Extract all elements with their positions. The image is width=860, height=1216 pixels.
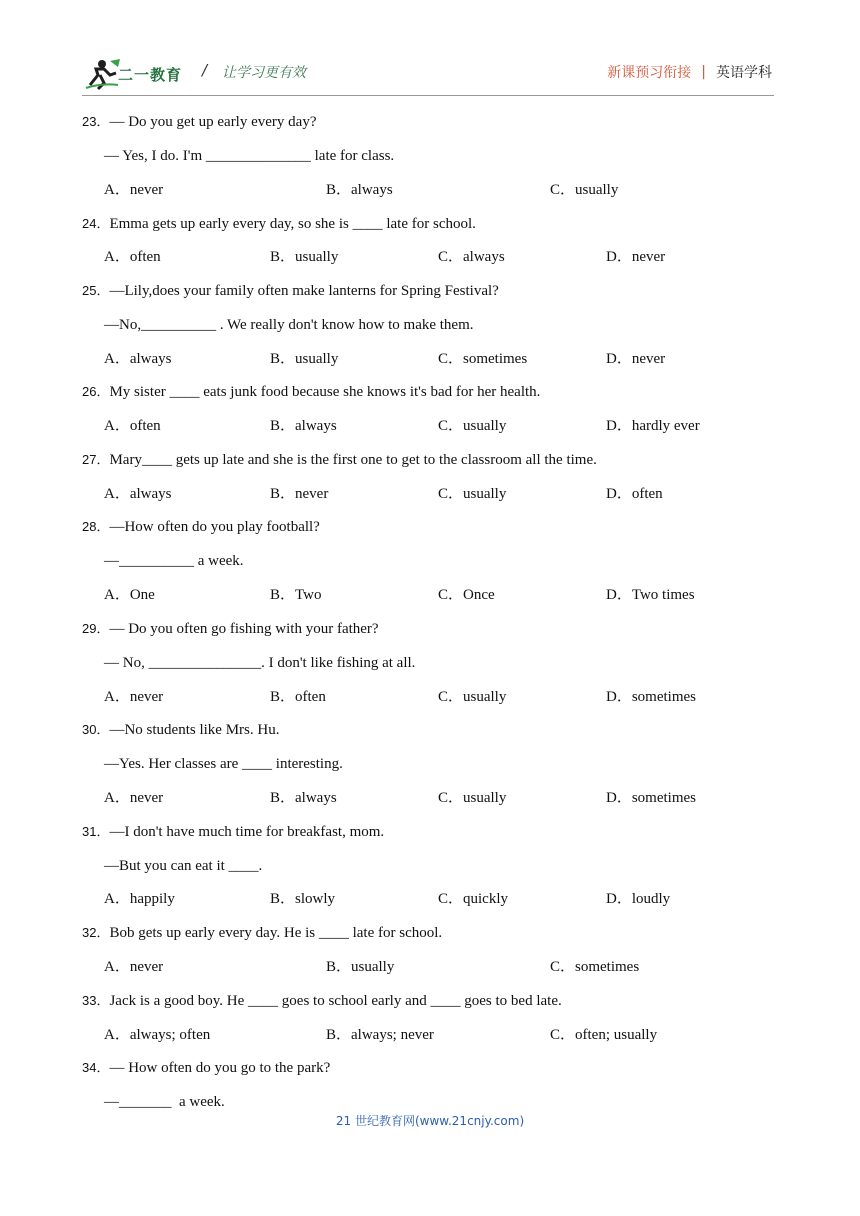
question-text: Mary____ gets up late and she is the first one to get to the classroom all the time.	[109, 452, 597, 468]
option-d: D．never	[606, 249, 666, 265]
option-a: A．happily	[104, 891, 175, 907]
question-29	[82, 620, 379, 638]
question-line: —__________ a week.	[104, 553, 244, 569]
option-c: C．always	[438, 249, 505, 265]
question-line: —No,__________ . We really don't know how to make them.	[104, 317, 474, 333]
option-c: C．quickly	[438, 891, 508, 907]
option-b: B．always	[270, 790, 337, 806]
option-b: B．usually	[270, 351, 339, 367]
footer-link[interactable]: 21 世纪教育网(www.21cnjy.com)	[335, 1114, 525, 1128]
header-separator: |	[701, 64, 706, 80]
page-header	[0, 0, 860, 100]
option-a: A．never	[104, 790, 164, 806]
question-24	[82, 215, 476, 233]
option-c: C．usually	[438, 418, 507, 434]
question-number: 25．	[82, 283, 110, 298]
option-d: D．Two times	[606, 587, 695, 603]
question-number: 32．	[82, 925, 110, 940]
option-a: A．often	[104, 418, 161, 434]
question-text: —How often do you play football?	[109, 519, 320, 535]
question-text: — Do you get up early every day?	[109, 114, 317, 130]
slogan-divider: /	[202, 61, 208, 79]
question-line: —Yes. Her classes are ____ interesting.	[104, 756, 343, 772]
option-b: B．always	[326, 182, 393, 198]
option-d: D．hardly ever	[606, 418, 700, 434]
option-c: C．usually	[550, 182, 619, 198]
option-d: D．often	[606, 486, 663, 502]
option-a: A．always	[104, 351, 172, 367]
question-number: 34．	[82, 1060, 110, 1075]
question-text: My sister ____ eats junk food because she knows it's bad for her health.	[109, 384, 541, 400]
question-number: 24．	[82, 216, 110, 231]
question-26	[82, 383, 540, 401]
option-b: B．slowly	[270, 891, 336, 907]
question-32	[82, 924, 442, 942]
question-text: — How often do you go to the park?	[109, 1060, 331, 1076]
subject-label: 英语学科	[716, 65, 772, 81]
question-number: 26．	[82, 384, 110, 399]
question-text: —Lily,does your family often make lanterns for Spring Festival?	[109, 283, 499, 299]
question-text: Bob gets up early every day. He is ____ late for school.	[109, 925, 443, 941]
option-c: C．Once	[438, 587, 495, 603]
option-a: A．always	[104, 486, 172, 502]
header-rule	[82, 95, 774, 96]
question-number: 23．	[82, 114, 110, 129]
question-text: Emma gets up early every day, so she is ____ late for school.	[109, 216, 476, 232]
option-a: A．never	[104, 689, 164, 705]
question-number: 28．	[82, 519, 110, 534]
question-number: 31．	[82, 824, 110, 839]
option-d: D．never	[606, 351, 666, 367]
question-23	[82, 113, 316, 131]
question-30	[82, 721, 279, 739]
option-c: C．usually	[438, 689, 507, 705]
option-a: A．One	[104, 587, 155, 603]
option-b: B．always	[270, 418, 337, 434]
question-line: —But you can eat it ____.	[104, 858, 263, 874]
option-b: B．usually	[270, 249, 339, 265]
course-label: 新课预习衔接	[607, 65, 692, 81]
question-line: — No, _______________. I don't like fishing at all.	[104, 655, 416, 671]
option-c: C．often; usually	[550, 1027, 658, 1043]
question-line: —_______ a week.	[104, 1094, 225, 1110]
question-31	[82, 823, 384, 841]
question-line: — Yes, I do. I'm ______________ late for class.	[104, 148, 395, 164]
header-subject	[607, 62, 772, 82]
option-a: A．never	[104, 182, 164, 198]
question-number: 33．	[82, 993, 110, 1008]
option-c: C．sometimes	[438, 351, 528, 367]
question-text: — Do you often go fishing with your father?	[109, 621, 379, 637]
question-text: —No students like Mrs. Hu.	[109, 722, 280, 738]
question-text: —I don't have much time for breakfast, mom.	[109, 824, 385, 840]
option-d: D．sometimes	[606, 790, 696, 806]
option-b: B．usually	[326, 959, 395, 975]
option-c: C．usually	[438, 790, 507, 806]
slogan: 让学习更有效	[222, 65, 306, 81]
option-b: B．often	[270, 689, 326, 705]
option-a: A．always; often	[104, 1027, 211, 1043]
question-number: 27．	[82, 452, 110, 467]
option-b: B．always; never	[326, 1027, 434, 1043]
option-a: A．never	[104, 959, 164, 975]
option-b: B．Two	[270, 587, 322, 603]
question-33	[82, 992, 562, 1010]
logo-text: 二一教育	[118, 66, 183, 84]
option-b: B．never	[270, 486, 329, 502]
question-34	[82, 1059, 330, 1077]
question-28	[82, 518, 320, 536]
question-number: 29．	[82, 621, 110, 636]
question-27	[82, 451, 597, 469]
question-25	[82, 282, 499, 300]
option-a: A．often	[104, 249, 161, 265]
option-c: C．usually	[438, 486, 507, 502]
question-text: Jack is a good boy. He ____ goes to school early and ____ goes to bed late.	[109, 993, 562, 1009]
question-number: 30．	[82, 722, 110, 737]
option-d: D．loudly	[606, 891, 671, 907]
option-c: C．sometimes	[550, 959, 640, 975]
option-d: D．sometimes	[606, 689, 696, 705]
